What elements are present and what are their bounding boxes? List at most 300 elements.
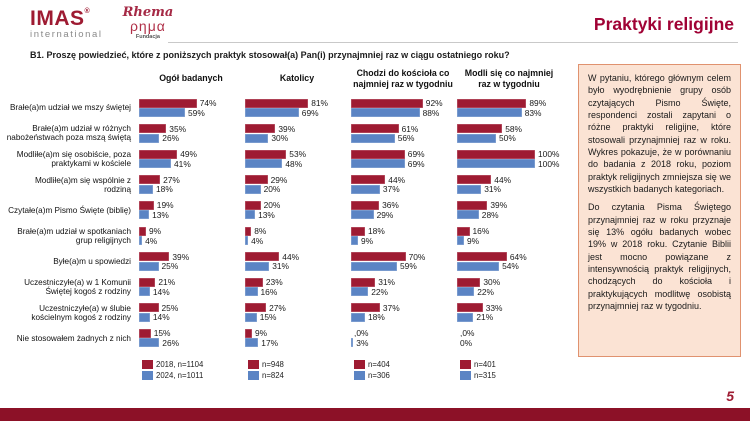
bar-value-label: 29% — [376, 209, 394, 220]
bar-cell — [138, 124, 244, 144]
chart-row — [6, 146, 562, 172]
bar-line-2024 — [245, 262, 350, 271]
registered-mark-icon: ® — [84, 8, 90, 15]
rhema-logo-greek: ρημα — [129, 18, 166, 34]
legend-swatch-2018 — [354, 360, 365, 369]
header-divider — [168, 42, 738, 43]
bar-value-label: 61% — [401, 123, 419, 134]
chart-row — [6, 95, 562, 121]
bar-value-label: 35% — [169, 123, 187, 134]
bar-value-label: 89% — [529, 98, 547, 109]
chart-row — [6, 249, 562, 275]
bar-2024 — [245, 313, 257, 322]
bar-line-2018 — [351, 201, 456, 210]
bar-value-label: 50% — [499, 133, 516, 144]
legend-item — [248, 360, 350, 370]
bar-line-2018 — [245, 329, 350, 338]
callout-arrow-icon — [578, 189, 580, 203]
legend-swatch-2024 — [142, 371, 153, 380]
bar-value-label: 100% — [538, 149, 560, 160]
bar-line-2024 — [245, 185, 350, 194]
bar-line-2024 — [245, 287, 350, 296]
bar-line-2018 — [351, 99, 456, 108]
bar-value-label: 16% — [472, 226, 490, 237]
legend-ogol-badanych — [138, 360, 244, 382]
bar-cell — [350, 252, 456, 272]
bar-line-2018 — [139, 150, 244, 159]
bar-line-2024 — [245, 134, 350, 143]
chart-row — [6, 197, 562, 223]
rhema-logo-script: Rhema — [122, 5, 174, 20]
legend-label: n=401 — [474, 360, 496, 370]
bar-cell — [350, 303, 456, 323]
commentary-paragraph-2: Do czytania Pisma Świętego przynajmniej raz w roku przyznaje się 13% ogółu badanych wobec 19% w 2018 roku. Czytanie Biblii jest mocno powiązane z intensywnością praktyk religijnych, chodzących do kościoła i praktykujących modlitwę osobistą przynajmniej raz w tygodniu. — [588, 202, 731, 311]
bar-2024 — [245, 185, 261, 194]
bar-line-2024 — [245, 236, 350, 245]
bar-cell — [456, 226, 562, 246]
bar-value-label: 9% — [149, 226, 162, 237]
bar-2018 — [351, 278, 375, 287]
bar-value-label: 13% — [152, 209, 169, 220]
column-header-chodzi-do-kosciola: Chodzi do kościoła co najmniej raz w tygodniu — [353, 68, 453, 89]
page-title: Praktyki religijne — [593, 14, 734, 34]
bar-value-label: 26% — [162, 337, 180, 348]
bar-cell — [138, 175, 244, 195]
bar-value-label: ,0% — [460, 328, 475, 339]
bar-2024 — [245, 287, 258, 296]
category-label: Brałe(a)m udział w spotkaniach grup religijnych — [17, 226, 131, 245]
bar-value-label: 69% — [407, 158, 425, 169]
bar-value-label: 13% — [258, 209, 275, 220]
bar-line-2018 — [139, 227, 244, 236]
bar-rows — [6, 95, 562, 351]
bar-2018 — [139, 150, 177, 159]
legend-label: 2018, n=1104 — [156, 360, 204, 370]
bar-value-label: 20% — [263, 200, 281, 211]
bar-2024 — [351, 313, 365, 322]
bar-line-2018 — [457, 201, 562, 210]
bar-line-2018 — [351, 329, 456, 338]
bar-value-label: 18% — [156, 184, 173, 195]
bar-cell — [244, 303, 350, 323]
bar-value-label: 18% — [368, 226, 385, 237]
legend-swatch-2018 — [248, 360, 259, 369]
bar-line-2018 — [245, 150, 350, 159]
bar-line-2024 — [139, 313, 244, 322]
bar-cell — [456, 98, 562, 118]
bar-line-2024 — [457, 262, 562, 271]
bar-value-label: ,0% — [354, 328, 369, 339]
bar-cell — [456, 124, 562, 144]
bar-line-2024 — [457, 338, 562, 347]
bar-line-2018 — [139, 124, 244, 133]
bar-value-label: 21% — [476, 312, 494, 323]
bar-value-label: 22% — [371, 286, 388, 297]
bar-value-label: 39% — [490, 200, 508, 211]
bar-value-label: 9% — [361, 235, 374, 246]
bar-cell — [138, 149, 244, 169]
bar-2024 — [457, 287, 474, 296]
bar-line-2024 — [351, 108, 456, 117]
bar-2024 — [245, 159, 282, 168]
legend-swatch-2018 — [460, 360, 471, 369]
bar-cell — [350, 98, 456, 118]
imas-logo-text: IMAS — [30, 7, 85, 30]
bar-value-label: 15% — [259, 312, 277, 323]
bar-line-2018 — [351, 150, 456, 159]
bar-2018 — [457, 278, 480, 287]
bar-line-2018 — [457, 99, 562, 108]
bar-cell — [138, 328, 244, 348]
bar-line-2018 — [245, 124, 350, 133]
bar-line-2018 — [245, 278, 350, 287]
bar-2024 — [245, 338, 258, 347]
bar-line-2018 — [139, 278, 244, 287]
chart-row — [6, 274, 562, 300]
category-label: Uczestniczyłe(a) w 1 Komunii Świętej kogoś z rodziny — [24, 277, 131, 296]
bar-line-2024 — [457, 287, 562, 296]
bar-value-label: 48% — [285, 158, 303, 169]
bar-line-2018 — [245, 201, 350, 210]
bar-value-label: 22% — [477, 286, 494, 297]
chart-row — [6, 325, 562, 351]
bar-2018 — [245, 150, 286, 159]
logos — [30, 5, 174, 41]
column-header-modli-sie: Modli się co najmniej raz w tygodniu — [464, 68, 554, 89]
bar-line-2018 — [245, 252, 350, 261]
bar-2018 — [139, 175, 160, 184]
legend-swatch-2024 — [354, 371, 365, 380]
bar-line-2018 — [457, 227, 562, 236]
bar-2024 — [457, 262, 499, 271]
bar-line-2018 — [351, 252, 456, 261]
footer-bar — [0, 408, 750, 421]
bar-line-2018 — [457, 252, 562, 261]
bar-value-label: 92% — [425, 98, 443, 109]
bar-2018 — [139, 201, 154, 210]
bar-value-label: 41% — [174, 158, 191, 169]
category-label: Uczestniczyłe(a) w ślubie kościelnym kogoś z rodziny — [31, 303, 131, 322]
bar-line-2018 — [139, 252, 244, 261]
bar-2024 — [457, 313, 473, 322]
bar-2024 — [351, 236, 358, 245]
bar-line-2018 — [139, 99, 244, 108]
bar-value-label: 74% — [199, 98, 217, 109]
bar-2024 — [245, 108, 299, 117]
bar-cell — [350, 328, 456, 348]
bar-value-label: 26% — [162, 133, 180, 144]
bar-value-label: 18% — [368, 312, 385, 323]
column-header-katolicy: Katolicy — [279, 73, 315, 84]
bar-cell — [456, 303, 562, 323]
bar-value-label: 70% — [408, 251, 426, 262]
bar-line-2024 — [457, 108, 562, 117]
bar-value-label: 23% — [265, 277, 283, 288]
legend-item — [460, 371, 562, 381]
bar-2018 — [351, 150, 405, 159]
bar-2018 — [245, 175, 268, 184]
bar-2018 — [457, 150, 535, 159]
legend-item — [354, 360, 456, 370]
bar-2024 — [457, 210, 479, 219]
chart-row — [6, 300, 562, 326]
bar-line-2018 — [139, 175, 244, 184]
bar-2024 — [351, 338, 353, 347]
bar-2018 — [245, 99, 308, 108]
bar-value-label: 9% — [255, 328, 268, 339]
legend-label: n=824 — [262, 371, 284, 381]
bar-value-label: 9% — [467, 235, 480, 246]
legend-item — [142, 371, 244, 381]
bar-value-label: 30% — [483, 277, 501, 288]
bar-cell — [456, 252, 562, 272]
bar-value-label: 53% — [289, 149, 307, 160]
bar-2024 — [139, 185, 153, 194]
commentary-paragraph-1: W pytaniu, którego głównym celem było wyodrębnienie grupy osób czytających Pismo Święte, respondenci zostali zapytani o różne praktyki religijne, które stosowali przynajmniej raz w roku. Wykres pokazuje, że w porównaniu do badania z 2018 roku, poziom praktyk religijnych zmniejsza się we wszystkich badanych kategoriach. — [588, 73, 731, 194]
bar-value-label: 49% — [180, 149, 197, 160]
bar-2018 — [351, 201, 379, 210]
chart-row — [6, 121, 562, 147]
bar-value-label: 27% — [163, 174, 180, 185]
bar-cell — [244, 149, 350, 169]
bar-line-2018 — [351, 175, 456, 184]
bar-2024 — [351, 159, 405, 168]
bar-2018 — [245, 252, 279, 261]
bar-cell — [138, 98, 244, 118]
bar-line-2024 — [457, 313, 562, 322]
bar-2024 — [351, 185, 380, 194]
bar-value-label: 27% — [269, 302, 286, 313]
bar-2024 — [245, 262, 269, 271]
bar-value-label: 25% — [161, 302, 179, 313]
bar-2018 — [139, 124, 166, 133]
legend-item — [248, 371, 350, 381]
bar-2018 — [351, 124, 399, 133]
bar-value-label: 39% — [172, 251, 190, 262]
bar-line-2024 — [457, 134, 562, 143]
bar-cell — [350, 149, 456, 169]
bar-cell — [244, 200, 350, 220]
bar-value-label: 83% — [524, 107, 542, 118]
bar-cell — [244, 277, 350, 297]
legend-swatch-2024 — [460, 371, 471, 380]
bar-cell — [456, 277, 562, 297]
bar-cell — [244, 175, 350, 195]
bar-line-2018 — [245, 227, 350, 236]
bar-2018 — [139, 99, 197, 108]
bar-value-label: 56% — [397, 133, 415, 144]
bar-cell — [244, 98, 350, 118]
column-headers — [6, 62, 562, 95]
bar-line-2024 — [139, 262, 244, 271]
bar-2018 — [139, 278, 155, 287]
bar-2018 — [457, 99, 526, 108]
bar-line-2024 — [139, 210, 244, 219]
bar-value-label: 15% — [153, 328, 171, 339]
bar-2018 — [457, 175, 491, 184]
bar-cell — [350, 226, 456, 246]
legend-label: 2024, n=1011 — [156, 371, 204, 381]
bar-2024 — [457, 185, 481, 194]
question-text: B1. Proszę powiedzieć, które z poniższych praktyk stosował(a) Pan(i) przynajmniej raz w ciągu ostatniego roku? — [30, 50, 510, 60]
bar-line-2024 — [457, 236, 562, 245]
bar-line-2024 — [245, 108, 350, 117]
bar-value-label: 69% — [407, 149, 425, 160]
bar-value-label: 29% — [270, 174, 288, 185]
bar-2024 — [457, 134, 496, 143]
rhema-logo-subtext: Fundacja — [135, 34, 160, 40]
bar-2018 — [351, 175, 385, 184]
bar-value-label: 0% — [460, 337, 473, 348]
bar-2018 — [245, 329, 252, 338]
bar-cell — [244, 328, 350, 348]
bar-line-2024 — [351, 210, 456, 219]
bar-value-label: 28% — [481, 209, 499, 220]
bar-value-label: 39% — [278, 123, 296, 134]
bar-value-label: 33% — [485, 302, 503, 313]
bar-cell — [138, 252, 244, 272]
bar-line-2018 — [457, 150, 562, 159]
bar-line-2018 — [457, 175, 562, 184]
bar-2024 — [139, 134, 159, 143]
bar-value-label: 25% — [161, 261, 179, 272]
bar-value-label: 44% — [388, 174, 406, 185]
chart-row — [6, 172, 562, 198]
bar-line-2024 — [139, 159, 244, 168]
bar-value-label: 64% — [509, 251, 527, 262]
bar-2024 — [351, 108, 420, 117]
bar-2024 — [139, 236, 142, 245]
bar-line-2024 — [245, 313, 350, 322]
bar-value-label: 54% — [502, 261, 519, 272]
bar-value-label: 19% — [156, 200, 174, 211]
bar-2024 — [139, 262, 159, 271]
category-label: Czytałe(a)m Pismo Święte (biblię) — [8, 205, 131, 215]
bar-2018 — [457, 201, 487, 210]
bar-value-label: 16% — [260, 286, 278, 297]
bar-cell — [456, 149, 562, 169]
bar-2018 — [245, 278, 263, 287]
bar-line-2024 — [139, 287, 244, 296]
bar-line-2024 — [245, 159, 350, 168]
bar-2024 — [139, 313, 150, 322]
bar-value-label: 81% — [311, 98, 328, 109]
bar-line-2024 — [139, 236, 244, 245]
bar-line-2018 — [351, 227, 456, 236]
bar-value-label: 17% — [261, 337, 279, 348]
bar-2024 — [351, 287, 368, 296]
bar-line-2018 — [457, 303, 562, 312]
bar-2018 — [351, 303, 380, 312]
bar-value-label: 4% — [251, 235, 264, 246]
bar-line-2024 — [457, 210, 562, 219]
legend-label: n=315 — [474, 371, 496, 381]
bar-line-2018 — [139, 329, 244, 338]
bar-line-2024 — [351, 313, 456, 322]
legend-item — [354, 371, 456, 381]
bar-2024 — [139, 108, 185, 117]
bar-cell — [456, 200, 562, 220]
bar-cell — [350, 175, 456, 195]
bar-line-2018 — [245, 303, 350, 312]
bar-2024 — [139, 338, 159, 347]
bar-value-label: 14% — [152, 286, 170, 297]
bar-2024 — [245, 210, 255, 219]
bar-cell — [350, 200, 456, 220]
bar-value-label: 36% — [382, 200, 399, 211]
bar-2018 — [245, 124, 275, 133]
bar-2018 — [245, 227, 251, 236]
rhema-logo — [123, 6, 174, 41]
bar-value-label: 100% — [538, 158, 560, 169]
bar-line-2024 — [139, 134, 244, 143]
bar-2024 — [351, 210, 374, 219]
bar-2018 — [457, 124, 502, 133]
bar-line-2018 — [457, 329, 562, 338]
legend-chodzi-do-kosciola — [350, 360, 456, 382]
legend-item — [460, 360, 562, 370]
legend-swatch-2018 — [142, 360, 153, 369]
bar-cell — [138, 277, 244, 297]
bar-line-2018 — [351, 124, 456, 133]
bar-line-2018 — [245, 99, 350, 108]
bar-2024 — [245, 236, 248, 245]
bar-value-label: 8% — [254, 226, 267, 237]
bar-2018 — [351, 252, 406, 261]
bar-line-2024 — [351, 262, 456, 271]
bar-value-label: 4% — [145, 235, 158, 246]
bar-line-2024 — [351, 134, 456, 143]
bar-value-label: 44% — [494, 174, 512, 185]
bar-2024 — [139, 210, 149, 219]
bar-2024 — [457, 159, 535, 168]
bar-cell — [350, 124, 456, 144]
bar-line-2024 — [139, 108, 244, 117]
label-spacer — [6, 360, 138, 382]
bar-value-label: 20% — [263, 184, 281, 195]
category-label: Byłe(a)m u spowiedzi — [53, 256, 131, 266]
bar-line-2024 — [139, 338, 244, 347]
bar-cell — [350, 277, 456, 297]
commentary-panel — [578, 64, 741, 357]
bar-2024 — [351, 262, 397, 271]
bar-value-label: 58% — [505, 123, 522, 134]
bar-cell — [456, 328, 562, 348]
legend-label: n=306 — [368, 371, 390, 381]
bar-2024 — [351, 134, 395, 143]
header — [0, 0, 750, 46]
bar-line-2024 — [139, 185, 244, 194]
bar-line-2024 — [457, 159, 562, 168]
content — [0, 60, 750, 382]
chart-area — [6, 62, 562, 382]
bar-line-2018 — [351, 303, 456, 312]
bar-line-2024 — [351, 236, 456, 245]
bar-2018 — [457, 252, 507, 261]
category-label: Modliłe(a)m się osobiście, poza praktykami w kościele — [16, 149, 131, 168]
bar-line-2024 — [351, 159, 456, 168]
bar-cell — [138, 226, 244, 246]
legend-label: n=404 — [368, 360, 390, 370]
bar-line-2024 — [245, 338, 350, 347]
bar-2018 — [245, 201, 261, 210]
bar-cell — [244, 252, 350, 272]
legend-label: n=948 — [262, 360, 284, 370]
bar-2024 — [139, 159, 171, 168]
bar-2018 — [457, 303, 483, 312]
chart-row — [6, 223, 562, 249]
bar-line-2018 — [139, 201, 244, 210]
